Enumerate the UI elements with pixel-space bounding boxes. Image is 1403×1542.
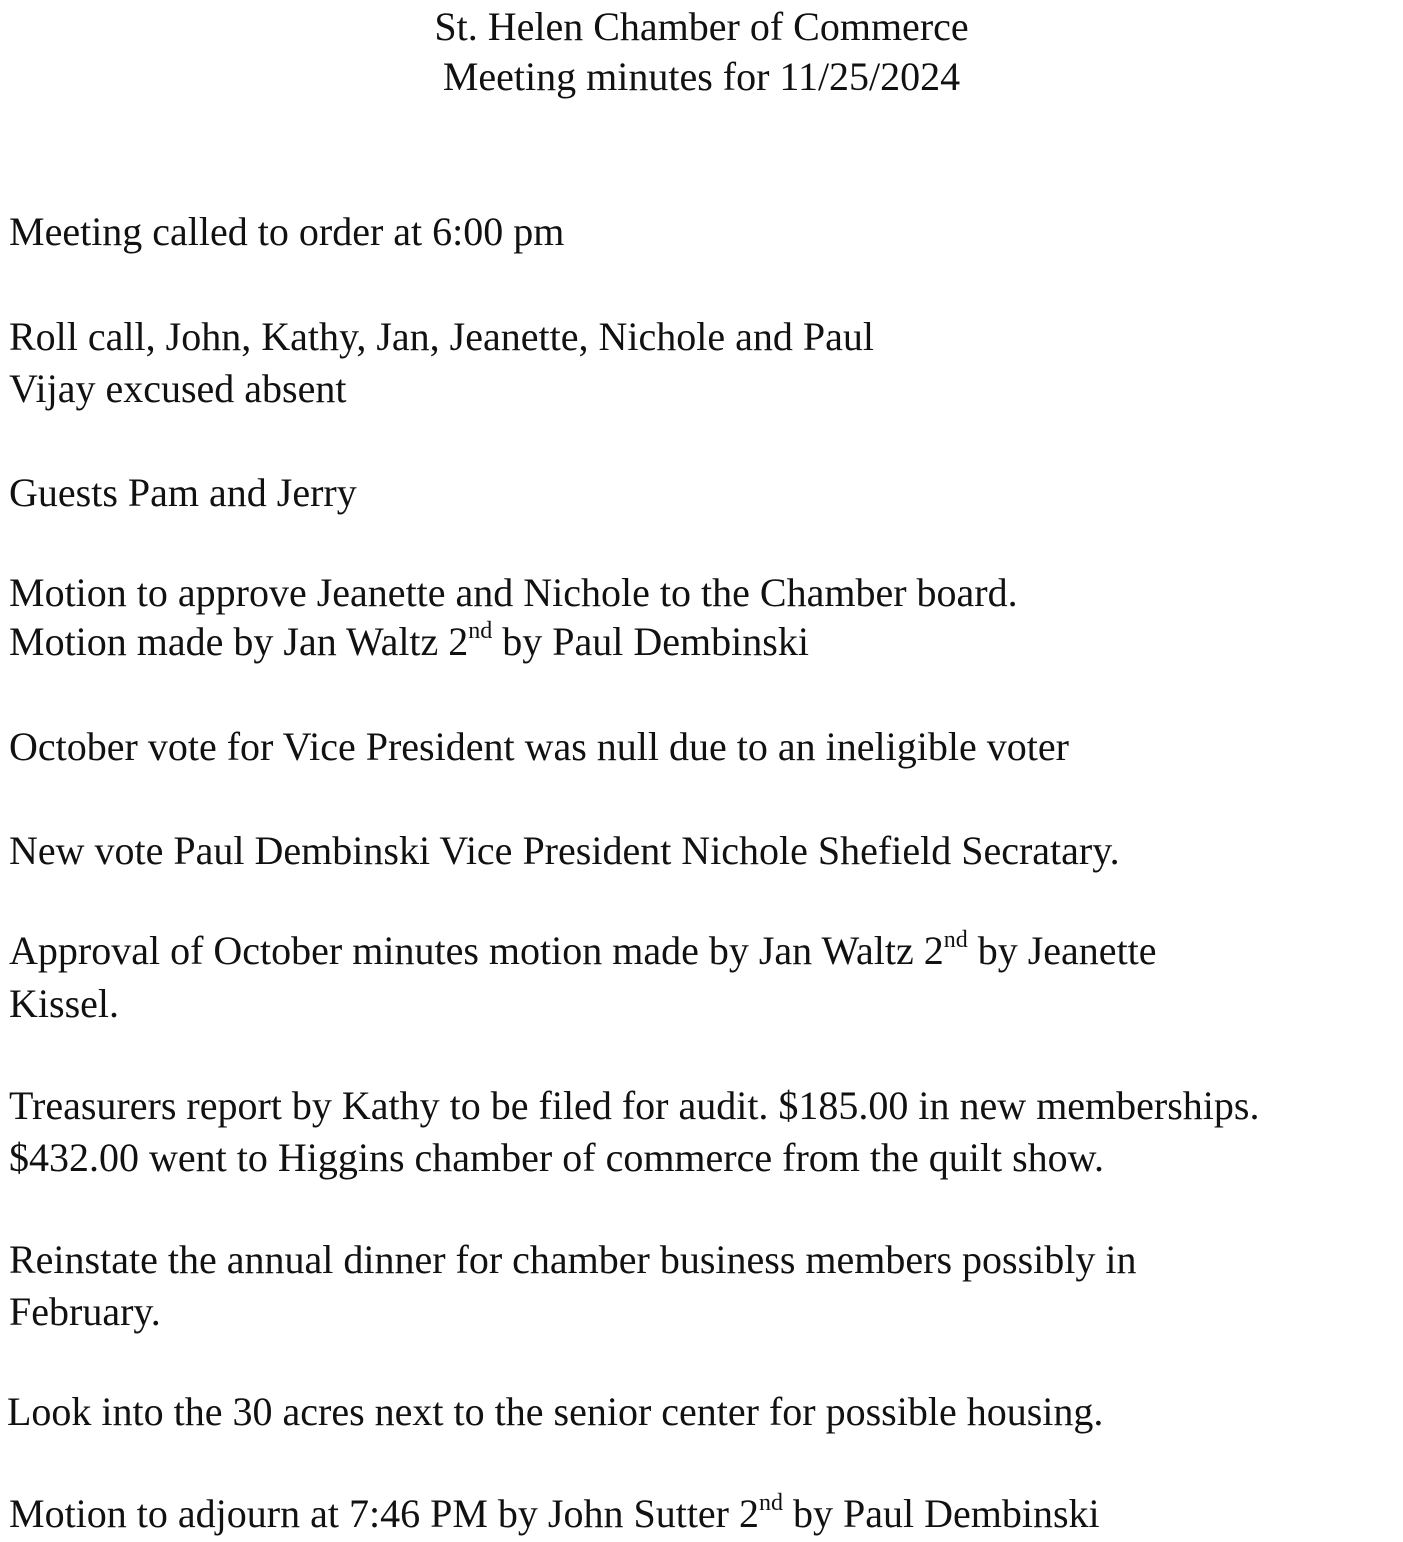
approval-minutes-text: Approval of October minutes motion made by Jan Waltz 2 (9, 928, 944, 973)
call-to-order: Meeting called to order at 6:00 pm (9, 209, 565, 254)
approval-minutes (9, 927, 1157, 975)
new-vote: New vote Paul Dembinski Vice President Nichole Shefield Secratary. (9, 828, 1120, 873)
document-header (0, 2, 1403, 102)
annual-dinner: Reinstate the annual dinner for chamber business members possibly in (9, 1237, 1137, 1282)
ordinal-suffix: nd (468, 618, 493, 644)
motion-board-made-text: Motion made by Jan Waltz 2 (9, 619, 469, 664)
approval-minutes-seconder: by Jeanette (967, 928, 1157, 973)
treasurer-quilt: $432.00 went to Higgins chamber of commerce from the quilt show. (9, 1135, 1104, 1180)
absent-note: Vijay excused absent (9, 366, 347, 411)
acres-housing: Look into the 30 acres next to the senior center for possible housing. (7, 1389, 1104, 1434)
motion-board: Motion to approve Jeanette and Nichole to the Chamber board. (9, 570, 1018, 615)
adjourn-motion (9, 1490, 1100, 1538)
motion-board-made (9, 618, 809, 666)
roll-call: Roll call, John, Kathy, Jan, Jeanette, Nichole and Paul (9, 314, 874, 359)
ordinal-suffix: nd (759, 1490, 783, 1516)
motion-board-made-seconder: by Paul Dembinski (492, 619, 809, 664)
adjourn-motion-text: Motion to adjourn at 7:46 PM by John Sutter 2 (9, 1491, 759, 1536)
guests: Guests Pam and Jerry (9, 470, 357, 515)
approval-minutes-cont: Kissel. (9, 981, 119, 1026)
adjourn-motion-seconder: by Paul Dembinski (783, 1491, 1100, 1536)
organization-name: St. Helen Chamber of Commerce (434, 4, 969, 49)
annual-dinner-cont: February. (9, 1289, 161, 1334)
document-title: Meeting minutes for 11/25/2024 (442, 54, 961, 99)
ordinal-suffix: nd (943, 927, 968, 953)
october-vote: October vote for Vice President was null due to an ineligible voter (9, 724, 1069, 769)
treasurer-report: Treasurers report by Kathy to be filed for audit. $185.00 in new memberships. (9, 1083, 1260, 1128)
